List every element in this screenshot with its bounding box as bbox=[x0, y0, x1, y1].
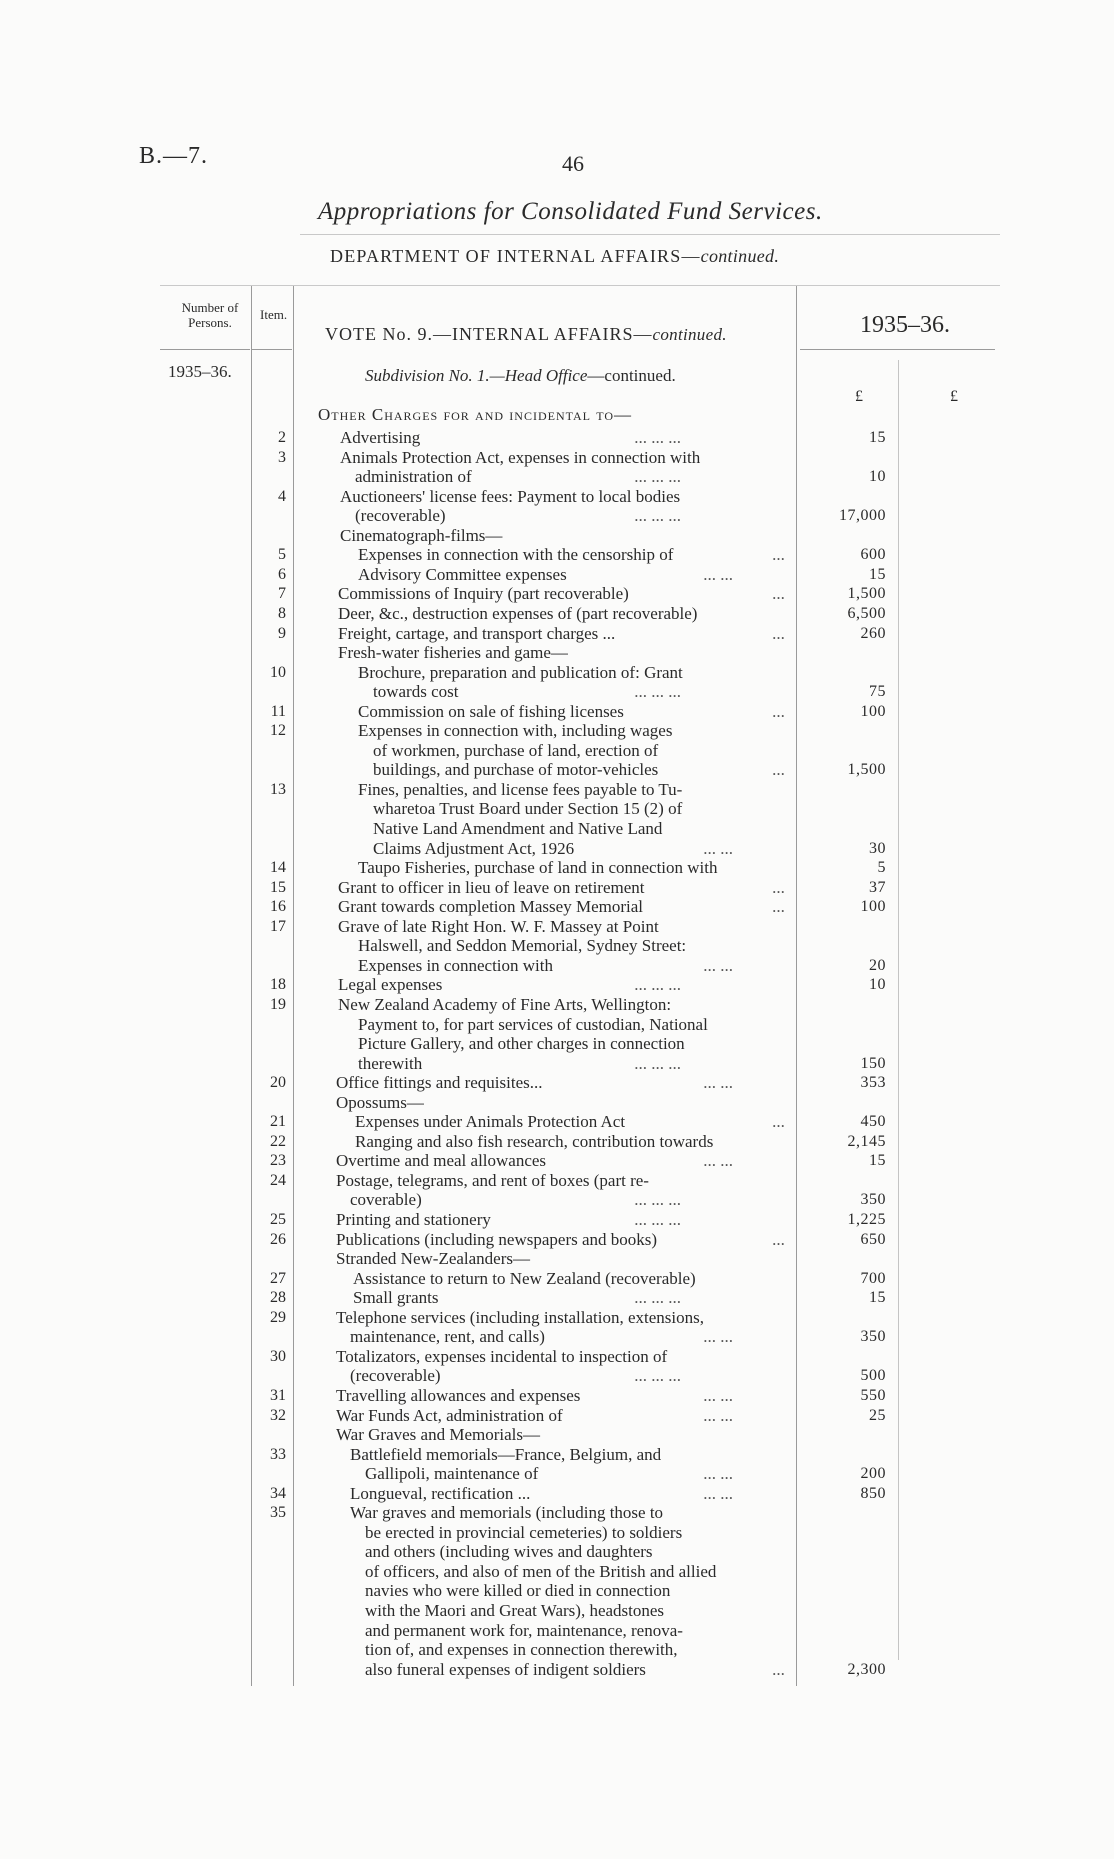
row-description: Office fittings and requisites... bbox=[336, 1073, 543, 1092]
row-description: Stranded New-Zealanders— bbox=[336, 1249, 531, 1268]
item-number: 12 bbox=[270, 722, 286, 739]
row-amount: 6,500 bbox=[847, 605, 886, 622]
item-number: 14 bbox=[270, 859, 286, 876]
item-number: 13 bbox=[270, 781, 286, 798]
row-description: Grant towards completion Massey Memorial bbox=[338, 897, 643, 916]
table-top-rule bbox=[160, 285, 1000, 286]
leader-dots: ... ... bbox=[703, 956, 733, 975]
row-description: Native Land Amendment and Native Land bbox=[373, 819, 663, 838]
leader-dots: ... ... ... bbox=[634, 428, 682, 447]
item-column-header: Item. bbox=[260, 307, 288, 322]
leader-dots: ... ... bbox=[703, 565, 733, 584]
row-description: and others (including wives and daughters bbox=[365, 1542, 653, 1561]
row-amount: 100 bbox=[860, 898, 886, 915]
row-description: Grant to officer in lieu of leave on retirement bbox=[338, 878, 645, 897]
row-amount: 10 bbox=[869, 468, 886, 485]
row-description: Grave of late Right Hon. W. F. Massey at Point bbox=[338, 917, 659, 936]
item-number: 29 bbox=[270, 1309, 286, 1326]
item-number: 23 bbox=[270, 1152, 286, 1169]
item-number: 25 bbox=[270, 1211, 286, 1228]
row-description: of workmen, purchase of land, erection of bbox=[373, 741, 659, 760]
leader-dots: ... bbox=[772, 1230, 785, 1249]
row-amount: 30 bbox=[869, 840, 886, 857]
leader-dots: ... ... ... bbox=[634, 1288, 682, 1307]
row-description: Overtime and meal allowances bbox=[336, 1151, 547, 1170]
row-description: Cinematograph-films— bbox=[340, 526, 503, 545]
item-number: 28 bbox=[270, 1289, 286, 1306]
section-heading: Other Charges for and incidental to— bbox=[318, 405, 633, 424]
year-column-header: 1935–36. bbox=[860, 312, 950, 338]
row-description: Assistance to return to New Zealand (recoverable) bbox=[353, 1269, 696, 1288]
item-number: 32 bbox=[270, 1407, 286, 1424]
leader-dots: ... ... ... bbox=[634, 1054, 682, 1073]
leader-dots: ... ... ... bbox=[634, 467, 682, 486]
item-number: 27 bbox=[270, 1270, 286, 1287]
item-number: 20 bbox=[270, 1074, 286, 1091]
item-number: 34 bbox=[270, 1485, 286, 1502]
row-description: wharetoa Trust Board under Section 15 (2) of bbox=[373, 799, 683, 818]
row-description: Ranging and also fish research, contribution towards bbox=[355, 1132, 714, 1151]
leader-dots: ... ... bbox=[703, 1464, 733, 1483]
department-heading: DEPARTMENT OF INTERNAL AFFAIRS—continued. bbox=[330, 246, 780, 266]
row-description: with the Maori and Great Wars), headstones bbox=[365, 1601, 665, 1620]
row-description: Battlefield memorials—France, Belgium, and bbox=[350, 1445, 662, 1464]
row-description: Freight, cartage, and transport charges ... bbox=[338, 624, 616, 643]
row-amount: 500 bbox=[860, 1367, 886, 1384]
leader-dots: ... ... bbox=[703, 1484, 733, 1503]
persons-year-label: 1935–36. bbox=[168, 362, 232, 381]
row-amount: 25 bbox=[869, 1407, 886, 1424]
row-description: (recoverable) bbox=[350, 1366, 441, 1385]
leader-dots: ... ... ... bbox=[634, 682, 682, 701]
row-description: Brochure, preparation and publication of: Grant bbox=[358, 663, 683, 682]
row-amount: 200 bbox=[860, 1465, 886, 1482]
pound-sign-left: £ bbox=[855, 388, 863, 405]
row-description: Deer, &c., destruction expenses of (part recoverable) bbox=[338, 604, 698, 623]
leader-dots: ... bbox=[772, 897, 785, 916]
leader-dots: ... ... bbox=[703, 1386, 733, 1405]
row-description: Expenses in connection with the censorship of bbox=[358, 545, 674, 564]
row-amount: 450 bbox=[860, 1113, 886, 1130]
item-number: 17 bbox=[270, 918, 286, 935]
row-description: Telephone services (including installation, extensions, bbox=[336, 1308, 704, 1327]
row-description: Commissions of Inquiry (part recoverable) bbox=[338, 584, 629, 603]
leader-dots: ... ... bbox=[703, 839, 733, 858]
leader-dots: ... ... ... bbox=[634, 1190, 682, 1209]
item-number: 19 bbox=[270, 996, 286, 1013]
row-amount: 650 bbox=[860, 1231, 886, 1248]
item-number: 24 bbox=[270, 1172, 286, 1189]
item-column-divider bbox=[293, 286, 294, 1686]
row-description: Expenses in connection with, including wages bbox=[358, 721, 673, 740]
row-amount: 15 bbox=[869, 429, 886, 446]
item-number: 3 bbox=[278, 449, 286, 466]
year-header-rule bbox=[800, 349, 995, 350]
leader-dots: ... bbox=[772, 760, 785, 779]
row-description: Publications (including newspapers and books) bbox=[336, 1230, 658, 1249]
item-number: 15 bbox=[270, 879, 286, 896]
row-description: Fines, penalties, and license fees payable to Tu- bbox=[358, 780, 683, 799]
row-description: tion of, and expenses in connection therewith, bbox=[365, 1640, 678, 1659]
leader-dots: ... bbox=[772, 1112, 785, 1131]
row-amount: 15 bbox=[869, 1152, 886, 1169]
leader-dots: ... bbox=[772, 545, 785, 564]
item-header-rule bbox=[252, 349, 292, 350]
row-description: buildings, and purchase of motor-vehicles bbox=[373, 760, 659, 779]
row-amount: 1,500 bbox=[847, 761, 886, 778]
item-number: 26 bbox=[270, 1231, 286, 1248]
leader-dots: ... ... bbox=[703, 1073, 733, 1092]
row-amount: 5 bbox=[877, 859, 886, 876]
row-description: Advertising bbox=[340, 428, 421, 447]
row-description: Payment to, for part services of custodian, National bbox=[358, 1015, 708, 1034]
persons-header-rule bbox=[160, 349, 250, 350]
document-reference: B.—7. bbox=[139, 143, 209, 169]
item-number: 2 bbox=[278, 429, 286, 446]
row-description: New Zealand Academy of Fine Arts, Wellington: bbox=[338, 995, 672, 1014]
leader-dots: ... ... ... bbox=[634, 975, 682, 994]
row-amount: 700 bbox=[860, 1270, 886, 1287]
item-number: 21 bbox=[270, 1113, 286, 1130]
row-description: Legal expenses bbox=[338, 975, 443, 994]
leader-dots: ... bbox=[772, 1660, 785, 1679]
title-rule bbox=[300, 234, 1000, 235]
item-number: 7 bbox=[278, 585, 286, 602]
row-description: Longueval, rectification ... bbox=[350, 1484, 531, 1503]
row-amount: 17,000 bbox=[839, 507, 886, 524]
row-description: and permanent work for, maintenance, renova- bbox=[365, 1621, 683, 1640]
row-amount: 1,225 bbox=[847, 1211, 886, 1228]
pound-column-divider bbox=[898, 360, 899, 1660]
row-amount: 1,500 bbox=[847, 585, 886, 602]
row-description: Travelling allowances and expenses bbox=[336, 1386, 581, 1405]
item-number: 6 bbox=[278, 566, 286, 583]
row-amount: 15 bbox=[869, 1289, 886, 1306]
row-description: Gallipoli, maintenance of bbox=[365, 1464, 539, 1483]
row-description: Postage, telegrams, and rent of boxes (part re- bbox=[336, 1171, 649, 1190]
row-amount: 15 bbox=[869, 566, 886, 583]
row-description: War Graves and Memorials— bbox=[336, 1425, 540, 1444]
leader-dots: ... ... ... bbox=[634, 1366, 682, 1385]
leader-dots: ... ... ... bbox=[634, 506, 682, 525]
row-amount: 150 bbox=[860, 1055, 886, 1072]
leader-dots: ... ... bbox=[703, 1327, 733, 1346]
leader-dots: ... bbox=[772, 584, 785, 603]
row-description: Commission on sale of fishing licenses bbox=[358, 702, 624, 721]
row-description: War graves and memorials (including those to bbox=[350, 1503, 664, 1522]
row-description: Advisory Committee expenses bbox=[358, 565, 567, 584]
item-number: 5 bbox=[278, 546, 286, 563]
leader-dots: ... bbox=[772, 624, 785, 643]
row-description: Auctioneers' license fees: Payment to local bodies bbox=[340, 487, 681, 506]
row-description: Taupo Fisheries, purchase of land in connection with bbox=[358, 858, 718, 877]
item-number: 10 bbox=[270, 664, 286, 681]
item-number: 4 bbox=[278, 488, 286, 505]
item-number: 18 bbox=[270, 976, 286, 993]
leader-dots: ... ... bbox=[703, 1151, 733, 1170]
row-description: War Funds Act, administration of bbox=[336, 1406, 563, 1425]
page-number: 46 bbox=[562, 151, 584, 176]
row-description: of officers, and also of men of the British and allied bbox=[365, 1562, 717, 1581]
row-amount: 10 bbox=[869, 976, 886, 993]
row-description: Picture Gallery, and other charges in connection bbox=[358, 1034, 685, 1053]
item-number: 8 bbox=[278, 605, 286, 622]
leader-dots: ... bbox=[772, 878, 785, 897]
pound-sign-right: £ bbox=[950, 388, 958, 405]
row-amount: 350 bbox=[860, 1191, 886, 1208]
item-number: 30 bbox=[270, 1348, 286, 1365]
item-number: 16 bbox=[270, 898, 286, 915]
row-description: also funeral expenses of indigent soldiers bbox=[365, 1660, 646, 1679]
leader-dots: ... bbox=[772, 702, 785, 721]
row-description: be erected in provincial cemeteries) to soldiers bbox=[365, 1523, 683, 1542]
row-description: therewith bbox=[358, 1054, 423, 1073]
row-amount: 353 bbox=[860, 1074, 886, 1091]
row-description: Totalizators, expenses incidental to inspection of bbox=[336, 1347, 668, 1366]
persons-column-header: Number of Persons. bbox=[181, 300, 239, 330]
item-number: 22 bbox=[270, 1133, 286, 1150]
page-title: Appropriations for Consolidated Fund Services. bbox=[318, 198, 823, 225]
row-amount: 100 bbox=[860, 703, 886, 720]
subdivision-heading: Subdivision No. 1.—Head Office—continued. bbox=[365, 366, 676, 385]
item-number: 31 bbox=[270, 1387, 286, 1404]
row-amount: 75 bbox=[869, 683, 886, 700]
item-number: 11 bbox=[270, 703, 286, 720]
row-amount: 850 bbox=[860, 1485, 886, 1502]
row-amount: 37 bbox=[869, 879, 886, 896]
row-description: Opossums— bbox=[336, 1093, 424, 1112]
row-description: Expenses under Animals Protection Act bbox=[355, 1112, 626, 1131]
row-amount: 2,145 bbox=[847, 1133, 886, 1150]
row-description: Halswell, and Seddon Memorial, Sydney Street: bbox=[358, 936, 687, 955]
row-description: navies who were killed or died in connection bbox=[365, 1581, 671, 1600]
row-description: Animals Protection Act, expenses in connection with bbox=[340, 448, 701, 467]
leader-dots: ... ... ... bbox=[634, 1210, 682, 1229]
row-amount: 550 bbox=[860, 1387, 886, 1404]
item-number: 35 bbox=[270, 1504, 286, 1521]
row-description: Claims Adjustment Act, 1926 bbox=[373, 839, 575, 858]
row-amount: 260 bbox=[860, 625, 886, 642]
item-number: 33 bbox=[270, 1446, 286, 1463]
row-description: (recoverable) bbox=[355, 506, 446, 525]
vote-heading: VOTE No. 9.—INTERNAL AFFAIRS—continued. bbox=[325, 324, 727, 344]
row-description: towards cost bbox=[373, 682, 459, 701]
row-amount: 600 bbox=[860, 546, 886, 563]
row-amount: 2,300 bbox=[847, 1661, 886, 1678]
row-description: Expenses in connection with bbox=[358, 956, 553, 975]
row-amount: 20 bbox=[869, 957, 886, 974]
row-description: Printing and stationery bbox=[336, 1210, 491, 1229]
row-description: coverable) bbox=[350, 1190, 422, 1209]
row-description: administration of bbox=[355, 467, 472, 486]
leader-dots: ... ... bbox=[703, 1406, 733, 1425]
row-description: Small grants bbox=[353, 1288, 439, 1307]
row-description: maintenance, rent, and calls) bbox=[350, 1327, 545, 1346]
row-amount: 350 bbox=[860, 1328, 886, 1345]
row-description: Fresh-water fisheries and game— bbox=[338, 643, 568, 662]
item-number: 9 bbox=[278, 625, 286, 642]
